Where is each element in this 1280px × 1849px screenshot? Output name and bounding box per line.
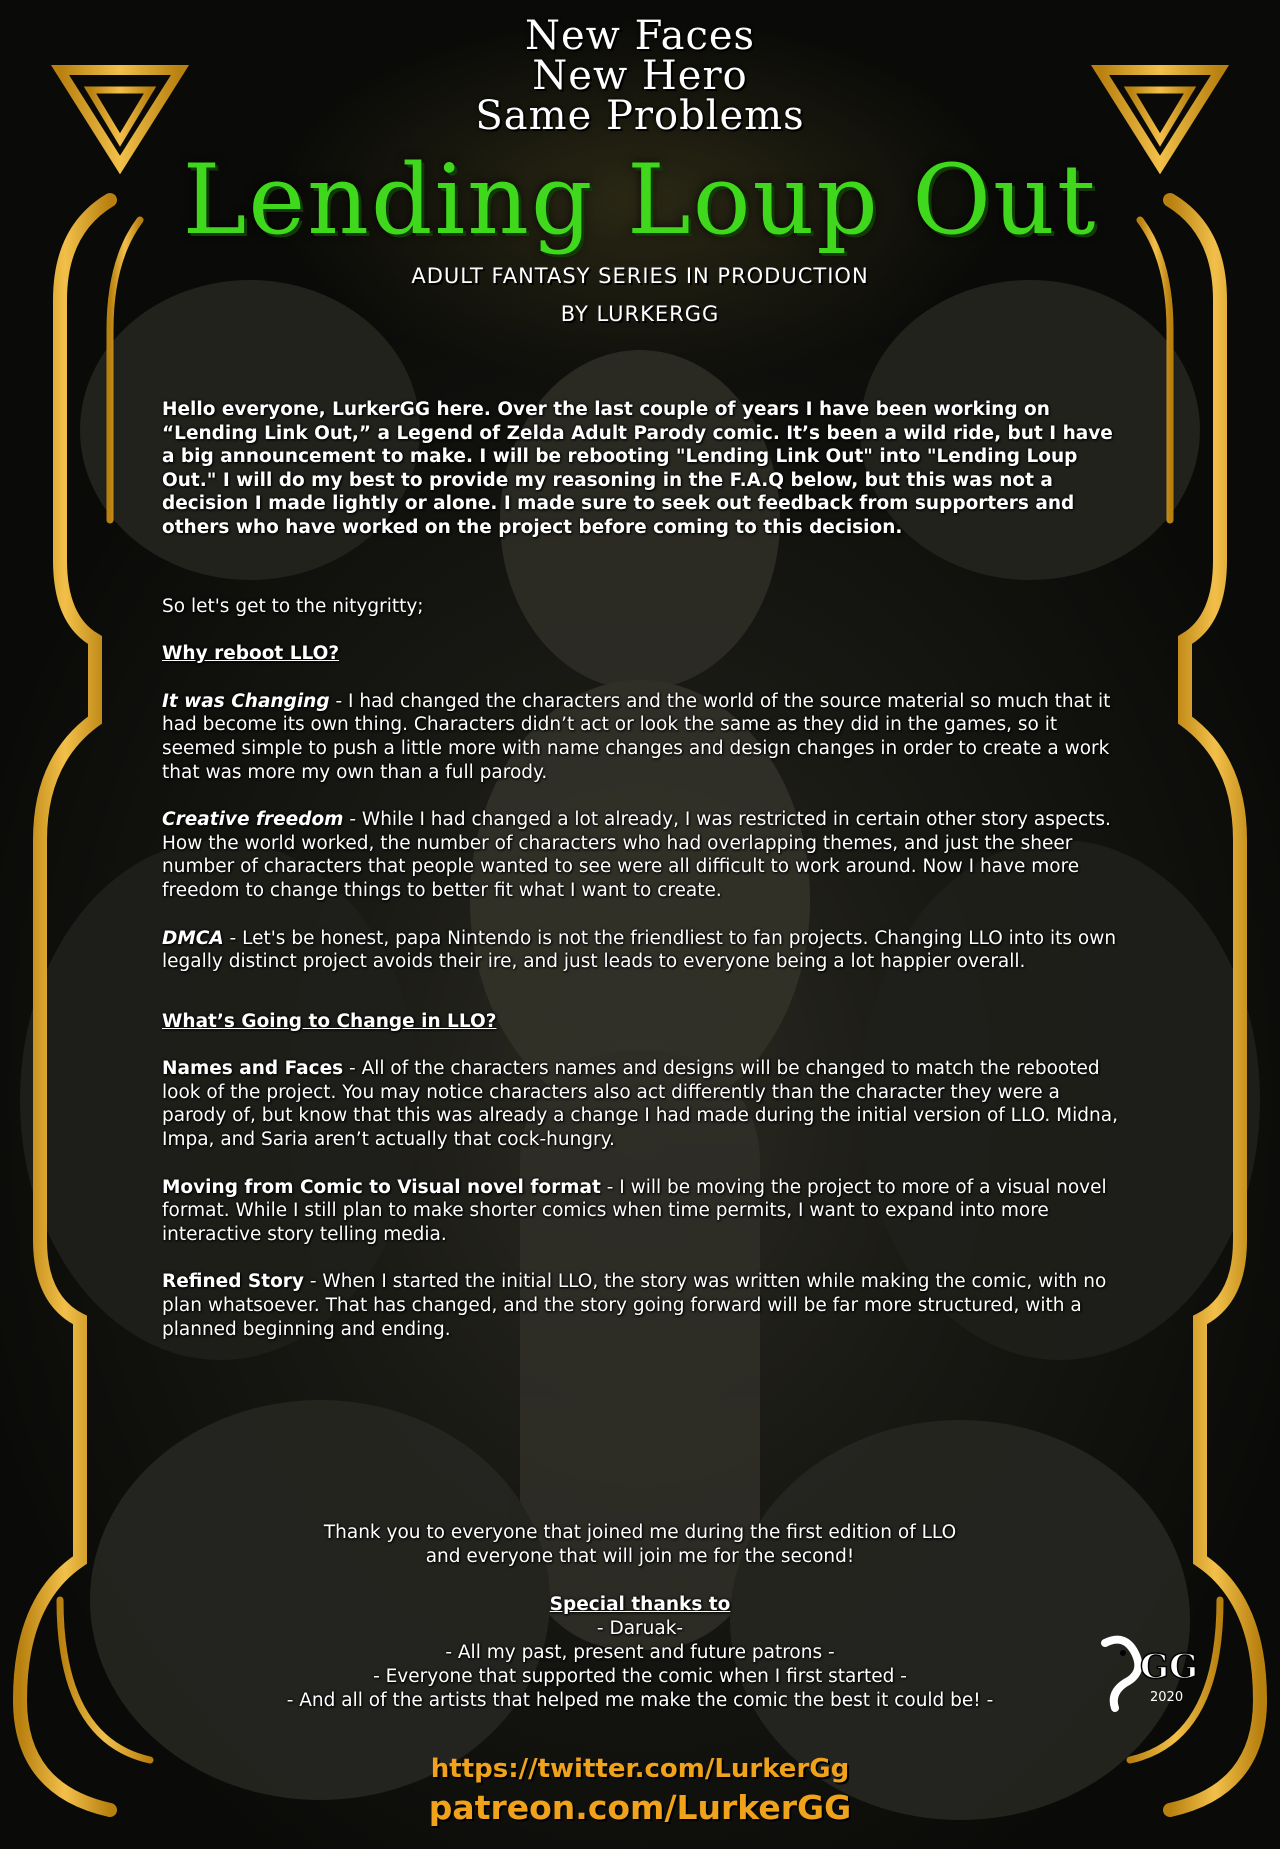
- faq-item: [162, 927, 1122, 974]
- special-thanks-item: - Daruak-: [596, 1618, 684, 1639]
- twitter-link[interactable]: https://twitter.com/LurkerGg: [430, 1754, 850, 1784]
- faq-text: - When I started the initial LLO, the story was written while making the comic, with no plan whatsoever. That has changed, and the story going forward will be far more structured, with a planned beginning and ending.: [162, 1271, 1107, 1340]
- closing-thanks: [160, 1521, 1120, 1713]
- faq-text: - I had changed the characters and the world of the source material so much that it had become its own thing. Characters didn’t act or look the same as they did in the games, so it seemed simple to push a little more with name changes and design changes in order to create a work that was more my own than a full parody.: [162, 690, 1111, 783]
- signature-initials: GG: [1140, 1647, 1199, 1687]
- tagline-line-3: Same Problems: [475, 93, 805, 139]
- intro-paragraph: Hello everyone, LurkerGG here. Over the last couple of years I have been working on “Lending Link Out,” a Legend of Zelda Adult Parody comic. It’s been a wild ride, but I have a big announcement to make. I will be rebooting "Lending Link Out" into "Lending Loup Out." I will do my best to provide my reasoning in the F.A.Q below, but this was not a decision I made lightly or alone. I made sure to seek out feedback from supporters and others who have worked on the project before coming to this decision.: [162, 399, 1113, 538]
- header: [0, 13, 1280, 326]
- faq-term: DMCA: [162, 927, 224, 949]
- thanks-line-1: Thank you to everyone that joined me during the first edition of LLO: [323, 1522, 957, 1543]
- faq-item: [162, 1057, 1122, 1151]
- special-thanks-item: - And all of the artists that helped me make the comic the best it could be! -: [286, 1690, 994, 1711]
- faq-term: It was Changing: [162, 690, 330, 712]
- lead-in: So let's get to the nitygritty;: [162, 595, 424, 617]
- faq-heading-why-reboot: Why reboot LLO?: [162, 643, 340, 665]
- tagline-line-1: New Faces: [524, 13, 756, 59]
- faq-text: - Let's be honest, papa Nintendo is not the friendliest to fan projects. Changing LLO into its own legally distinct project avoids their ire, and just leads to everyone being a lot happier overall.: [162, 927, 1117, 973]
- page-title: Lending Loup Out: [182, 144, 1098, 256]
- thanks-line-2: and everyone that will join me for the second!: [425, 1546, 855, 1567]
- faq-term: Names and Faces: [162, 1058, 344, 1080]
- patreon-link[interactable]: patreon.com/LurkerGG: [428, 1788, 852, 1827]
- faq-term: Moving from Comic to Visual novel format: [162, 1176, 601, 1198]
- announcement-body: [162, 398, 1122, 1341]
- faq-item: [162, 1270, 1122, 1341]
- faq-term: Creative freedom: [162, 809, 344, 831]
- social-links: [0, 1752, 1280, 1830]
- faq-heading-whats-changing: What’s Going to Change in LLO?: [162, 1010, 497, 1032]
- subtitle-line-1: ADULT FANTASY SERIES IN PRODUCTION: [411, 264, 869, 288]
- faq-item: [162, 1176, 1122, 1247]
- faq-term: Refined Story: [162, 1271, 304, 1293]
- faq-text: - While I had changed a lot already, I was restricted in certain other story aspects. How the world worked, the number of characters who had overlapping themes, and just the sheer number of characters that people wanted to see were all difficult to work around. Now I have more freedom to change things to better fit what I want to create.: [162, 809, 1111, 901]
- faq-item: [162, 808, 1122, 902]
- faq-item: [162, 690, 1122, 784]
- tagline-line-2: New Hero: [532, 53, 748, 99]
- special-thanks-item: - Everyone that supported the comic when I first started -: [373, 1666, 907, 1687]
- special-thanks-item: - All my past, present and future patrons -: [445, 1642, 835, 1663]
- faq-text: - All of the characters names and designs will be changed to match the rebooted look of the project. You may notice characters also act differently than the character they were a parody of, but know that this was already a change I had made during the initial version of LLO. Midna, Impa, and Saria aren’t actually that cock-hungry.: [162, 1058, 1118, 1151]
- signature-year: 2020: [1150, 1690, 1184, 1705]
- faq-text: - I will be moving the project to more of a visual novel format. While I still plan to make shorter comics when time permits, I want to expand into more interactive story telling media.: [162, 1176, 1107, 1245]
- artist-signature-logo: [1095, 1633, 1205, 1713]
- special-thanks-heading: Special thanks to: [549, 1594, 731, 1615]
- subtitle-line-2: BY LURKERGG: [560, 302, 720, 326]
